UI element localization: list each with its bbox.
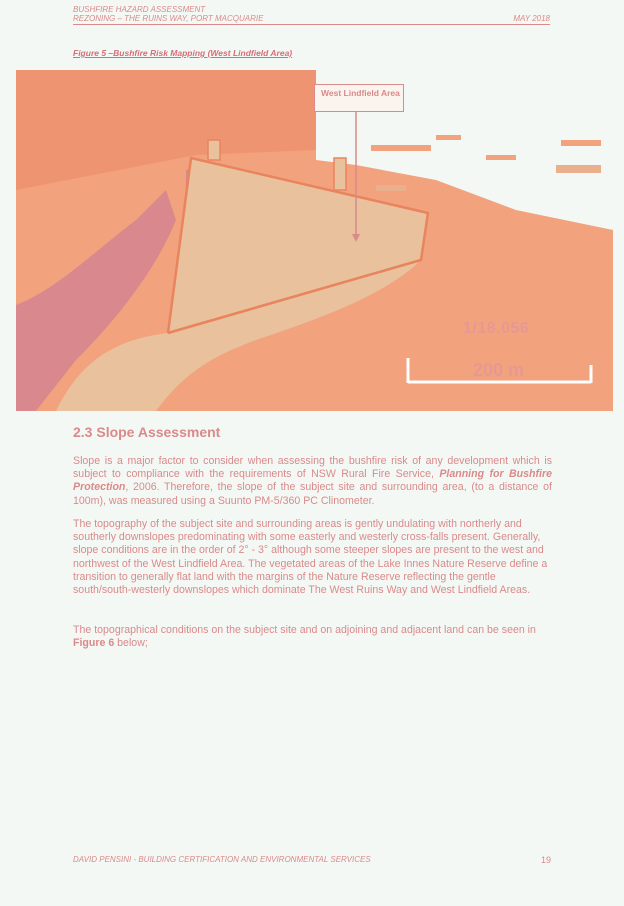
- paragraph-figure-ref: [73, 624, 552, 650]
- section-heading: 2.3 Slope Assessment: [73, 424, 221, 440]
- map-patch: [371, 145, 431, 151]
- paragraph-slope-intro: [73, 455, 552, 508]
- map-patch: [556, 165, 601, 173]
- figure-reference: Figure 6: [73, 637, 115, 650]
- map-access-strip: [334, 158, 346, 190]
- map-patch: [436, 135, 461, 140]
- page-number: 19: [541, 855, 552, 865]
- header-subtitle: [73, 14, 550, 25]
- reference-title: Planning for Bushfire Protection: [73, 468, 552, 494]
- paragraph-text: Slope is a major factor to consider when assessing the bushfire risk of any development which is subject to compliance with the requirements of NSW Rural Fire Service,: [73, 455, 552, 481]
- paragraph-topography: The topography of the subject site and surrounding areas is gently undulating with northerly and southerly downslopes predominating with some easterly and westerly cross-falls present. Generally, slope conditions are in the order of 2° - 3° although some steeper slopes are present to the west and northwest of the West Lindfield Area. The vegetated areas of the Lake Innes Nature Reserve define a transition to generally flat land with the margins of the Nature Reserve reflecting the gentle south/south-westerly downslopes which dominate The West Ruins Way and West Lindfield Areas.: [73, 518, 548, 597]
- header-date: MAY 2018: [513, 14, 550, 23]
- map-access-strip: [208, 140, 220, 160]
- footer-text: DAVID PENSINI - BUILDING CERTIFICATION AND ENVIRONMENTAL SERVICES: [73, 855, 371, 864]
- map-patch: [561, 140, 601, 146]
- header-project: REZONING – THE RUINS WAY, PORT MACQUARIE: [73, 14, 264, 23]
- map-patch: [486, 155, 516, 160]
- header-title: BUSHFIRE HAZARD ASSESSMENT: [73, 5, 206, 14]
- paragraph-text: below;: [114, 637, 148, 650]
- figure-caption: Figure 5 –Bushfire Risk Mapping (West Lindfield Area): [73, 48, 293, 58]
- lot-label: 1/18.056: [463, 320, 530, 337]
- paragraph-text: , 2006. Therefore, the slope of the subject site and surrounding area, (to a distance of 100m), was measured using a Suunto PM-5/360 PC Clinometer.: [73, 481, 552, 507]
- map-patch: [376, 185, 406, 191]
- paragraph-text: The topographical conditions on the subject site and on adjoining and adjacent land can be seen in: [73, 624, 536, 636]
- scale-label: 200 m: [473, 360, 525, 380]
- west-lindfield-callout: West Lindfield Area: [314, 84, 404, 112]
